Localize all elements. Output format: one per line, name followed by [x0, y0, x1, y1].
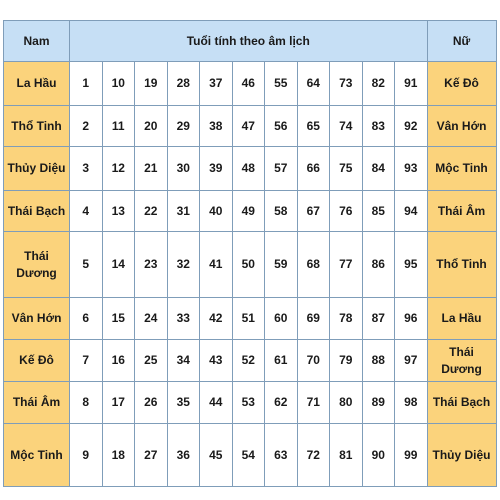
header-row: [4, 21, 497, 62]
age-cell: 24: [135, 298, 168, 340]
age-cell: 9: [70, 424, 103, 487]
female-star-cell: Mộc Tinh: [427, 147, 496, 191]
age-cell: 5: [70, 232, 103, 298]
age-cell: 30: [167, 147, 200, 191]
table-row: [4, 106, 497, 147]
age-cell: 18: [102, 424, 135, 487]
table-row: [4, 424, 497, 487]
table-row: [4, 298, 497, 340]
age-cell: 23: [135, 232, 168, 298]
age-cell: 11: [102, 106, 135, 147]
age-cell: 46: [232, 62, 265, 106]
age-cell: 20: [135, 106, 168, 147]
age-cell: 45: [200, 424, 233, 487]
age-cell: 73: [330, 62, 363, 106]
female-star-cell: Vân Hớn: [427, 106, 496, 147]
age-cell: 72: [297, 424, 330, 487]
age-cell: 26: [135, 382, 168, 424]
age-cell: 51: [232, 298, 265, 340]
male-star-cell: Vân Hớn: [4, 298, 70, 340]
age-cell: 77: [330, 232, 363, 298]
age-cell: 79: [330, 340, 363, 382]
age-cell: 49: [232, 191, 265, 232]
table-row: [4, 232, 497, 298]
header-female: Nữ: [427, 21, 496, 62]
age-cell: 86: [362, 232, 395, 298]
age-cell: 62: [265, 382, 298, 424]
age-cell: 66: [297, 147, 330, 191]
age-cell: 61: [265, 340, 298, 382]
female-star-cell: Thái Dương: [427, 340, 496, 382]
age-cell: 44: [200, 382, 233, 424]
header-lunar-age: Tuổi tính theo âm lịch: [70, 21, 428, 62]
age-cell: 90: [362, 424, 395, 487]
age-cell: 59: [265, 232, 298, 298]
age-cell: 91: [395, 62, 428, 106]
age-cell: 53: [232, 382, 265, 424]
star-age-table-container: [3, 20, 495, 484]
age-cell: 42: [200, 298, 233, 340]
age-cell: 57: [265, 147, 298, 191]
age-cell: 10: [102, 62, 135, 106]
age-cell: 95: [395, 232, 428, 298]
age-cell: 8: [70, 382, 103, 424]
age-cell: 14: [102, 232, 135, 298]
age-cell: 40: [200, 191, 233, 232]
age-cell: 37: [200, 62, 233, 106]
male-star-cell: Kế Đô: [4, 340, 70, 382]
female-star-cell: Thái Âm: [427, 191, 496, 232]
age-cell: 98: [395, 382, 428, 424]
age-cell: 35: [167, 382, 200, 424]
female-star-cell: Thổ Tinh: [427, 232, 496, 298]
age-cell: 38: [200, 106, 233, 147]
age-cell: 70: [297, 340, 330, 382]
age-cell: 89: [362, 382, 395, 424]
table-row: [4, 62, 497, 106]
age-cell: 99: [395, 424, 428, 487]
age-cell: 34: [167, 340, 200, 382]
table-row: [4, 382, 497, 424]
age-cell: 29: [167, 106, 200, 147]
age-cell: 75: [330, 147, 363, 191]
age-cell: 19: [135, 62, 168, 106]
age-cell: 15: [102, 298, 135, 340]
age-cell: 74: [330, 106, 363, 147]
age-cell: 65: [297, 106, 330, 147]
age-cell: 93: [395, 147, 428, 191]
age-cell: 87: [362, 298, 395, 340]
age-cell: 96: [395, 298, 428, 340]
age-cell: 84: [362, 147, 395, 191]
age-cell: 41: [200, 232, 233, 298]
age-cell: 43: [200, 340, 233, 382]
age-cell: 97: [395, 340, 428, 382]
age-cell: 67: [297, 191, 330, 232]
age-cell: 81: [330, 424, 363, 487]
age-cell: 48: [232, 147, 265, 191]
female-star-cell: Thái Bạch: [427, 382, 496, 424]
age-cell: 33: [167, 298, 200, 340]
age-cell: 3: [70, 147, 103, 191]
age-cell: 56: [265, 106, 298, 147]
age-cell: 78: [330, 298, 363, 340]
age-cell: 58: [265, 191, 298, 232]
age-cell: 28: [167, 62, 200, 106]
age-cell: 12: [102, 147, 135, 191]
age-cell: 31: [167, 191, 200, 232]
table-row: [4, 191, 497, 232]
male-star-cell: Thổ Tinh: [4, 106, 70, 147]
age-cell: 47: [232, 106, 265, 147]
age-cell: 50: [232, 232, 265, 298]
table-row: [4, 147, 497, 191]
male-star-cell: Thái Âm: [4, 382, 70, 424]
age-cell: 6: [70, 298, 103, 340]
age-cell: 60: [265, 298, 298, 340]
age-cell: 25: [135, 340, 168, 382]
age-cell: 1: [70, 62, 103, 106]
age-cell: 80: [330, 382, 363, 424]
age-cell: 88: [362, 340, 395, 382]
age-cell: 68: [297, 232, 330, 298]
age-cell: 16: [102, 340, 135, 382]
male-star-cell: La Hầu: [4, 62, 70, 106]
female-star-cell: Kế Đô: [427, 62, 496, 106]
age-cell: 82: [362, 62, 395, 106]
table-row: [4, 340, 497, 382]
male-star-cell: Mộc Tinh: [4, 424, 70, 487]
age-cell: 7: [70, 340, 103, 382]
female-star-cell: La Hầu: [427, 298, 496, 340]
age-cell: 4: [70, 191, 103, 232]
age-cell: 32: [167, 232, 200, 298]
age-cell: 64: [297, 62, 330, 106]
age-cell: 21: [135, 147, 168, 191]
age-cell: 71: [297, 382, 330, 424]
age-cell: 36: [167, 424, 200, 487]
header-male: Nam: [4, 21, 70, 62]
age-cell: 39: [200, 147, 233, 191]
age-cell: 63: [265, 424, 298, 487]
age-cell: 76: [330, 191, 363, 232]
male-star-cell: Thái Bạch: [4, 191, 70, 232]
age-cell: 92: [395, 106, 428, 147]
age-cell: 85: [362, 191, 395, 232]
star-age-table: [3, 20, 497, 487]
male-star-cell: Thủy Diệu: [4, 147, 70, 191]
age-cell: 94: [395, 191, 428, 232]
age-cell: 2: [70, 106, 103, 147]
age-cell: 17: [102, 382, 135, 424]
age-cell: 13: [102, 191, 135, 232]
female-star-cell: Thủy Diệu: [427, 424, 496, 487]
age-cell: 55: [265, 62, 298, 106]
age-cell: 54: [232, 424, 265, 487]
age-cell: 69: [297, 298, 330, 340]
age-cell: 22: [135, 191, 168, 232]
male-star-cell: Thái Dương: [4, 232, 70, 298]
age-cell: 83: [362, 106, 395, 147]
age-cell: 52: [232, 340, 265, 382]
age-cell: 27: [135, 424, 168, 487]
